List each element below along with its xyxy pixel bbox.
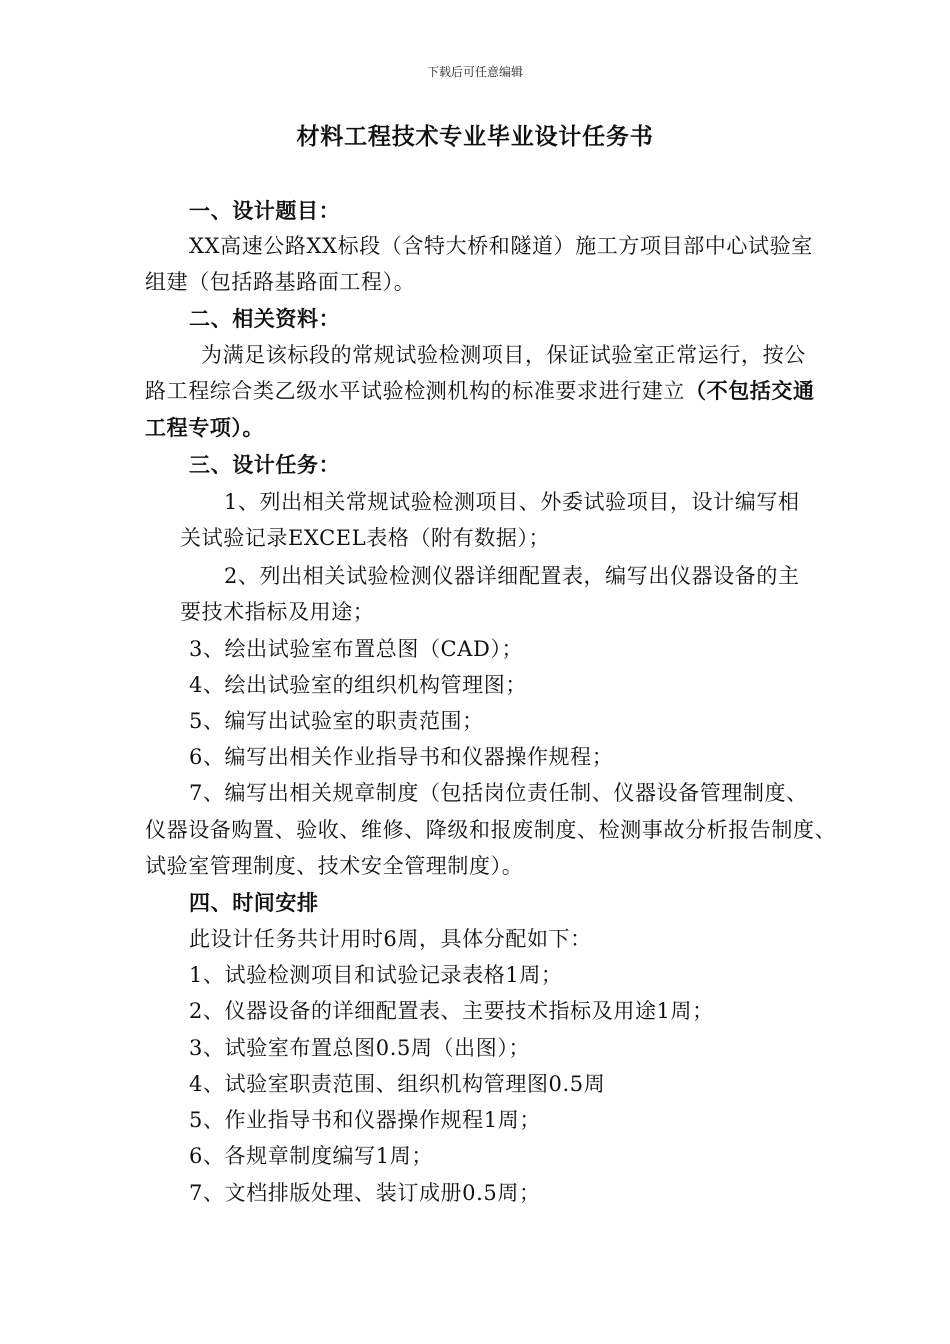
task-1-line-2: 关试验记录EXCEL表格（附有数据）；: [180, 526, 551, 550]
task-7-line-3: 试验室管理制度、技术安全管理制度）。: [145, 854, 524, 878]
materials-line-2: [145, 376, 815, 406]
materials-line-2-normal: 路工程综合类乙级水平试验检测机构的标准要求进行建立: [145, 379, 685, 403]
task-2-line-2: 要技术指标及用途；: [180, 600, 375, 624]
topic-line-2: 组建（包括路基路面工程）。: [145, 270, 416, 294]
section-heading-topic: 一、设计题目：: [189, 198, 341, 223]
task-3: 3、绘出试验室布置总图（CAD）；: [189, 637, 524, 661]
task-7-line-2: 仪器设备购置、验收、维修、降级和报废制度、检测事故分析报告制度、: [145, 818, 837, 842]
schedule-intro: 此设计任务共计用时6周，具体分配如下：: [189, 927, 592, 951]
materials-line-2-bold: （不包括交通: [685, 378, 815, 403]
section-heading-tasks: 三、设计任务：: [189, 452, 341, 477]
header-note: 下载后可任意编辑: [426, 65, 523, 79]
task-5: 5、编写出试验室的职责范围；: [189, 709, 484, 733]
task-1-line-1: 1、列出相关常规试验检测项目、外委试验项目，设计编写相: [224, 490, 800, 514]
materials-line-1: 为满足该标段的常规试验检测项目，保证试验室正常运行，按公: [201, 343, 806, 367]
section-heading-materials: 二、相关资料：: [189, 306, 341, 331]
task-2-line-1: 2、列出相关试验检测仪器详细配置表，编写出仪器设备的主: [224, 564, 800, 588]
schedule-item-4: 4、试验室职责范围、组织机构管理图0.5周: [189, 1072, 606, 1096]
topic-line-1: XX高速公路XX标段（含特大桥和隧道）施工方项目部中心试验室: [189, 234, 813, 258]
materials-line-3: 工程专项）。: [145, 415, 265, 440]
task-4: 4、绘出试验室的组织机构管理图；: [189, 673, 527, 697]
section-heading-schedule: 四、时间安排: [189, 890, 319, 915]
task-6: 6、编写出相关作业指导书和仪器操作规程；: [189, 745, 614, 769]
schedule-item-2: 2、仪器设备的详细配置表、主要技术指标及用途1周；: [189, 999, 714, 1023]
schedule-item-7: 7、文档排版处理、装订成册0.5周；: [189, 1181, 541, 1205]
document-title: 材料工程技术专业毕业设计任务书: [296, 123, 654, 150]
schedule-item-1: 1、试验检测项目和试验记录表格1周；: [189, 963, 563, 987]
task-7-line-1: 7、编写出相关规章制度（包括岗位责任制、仪器设备管理制度、: [189, 781, 808, 805]
schedule-item-3: 3、试验室布置总图0.5周（出图）；: [189, 1036, 531, 1060]
schedule-item-5: 5、作业指导书和仪器操作规程1周；: [189, 1108, 541, 1132]
schedule-item-6: 6、各规章制度编写1周；: [189, 1144, 433, 1168]
